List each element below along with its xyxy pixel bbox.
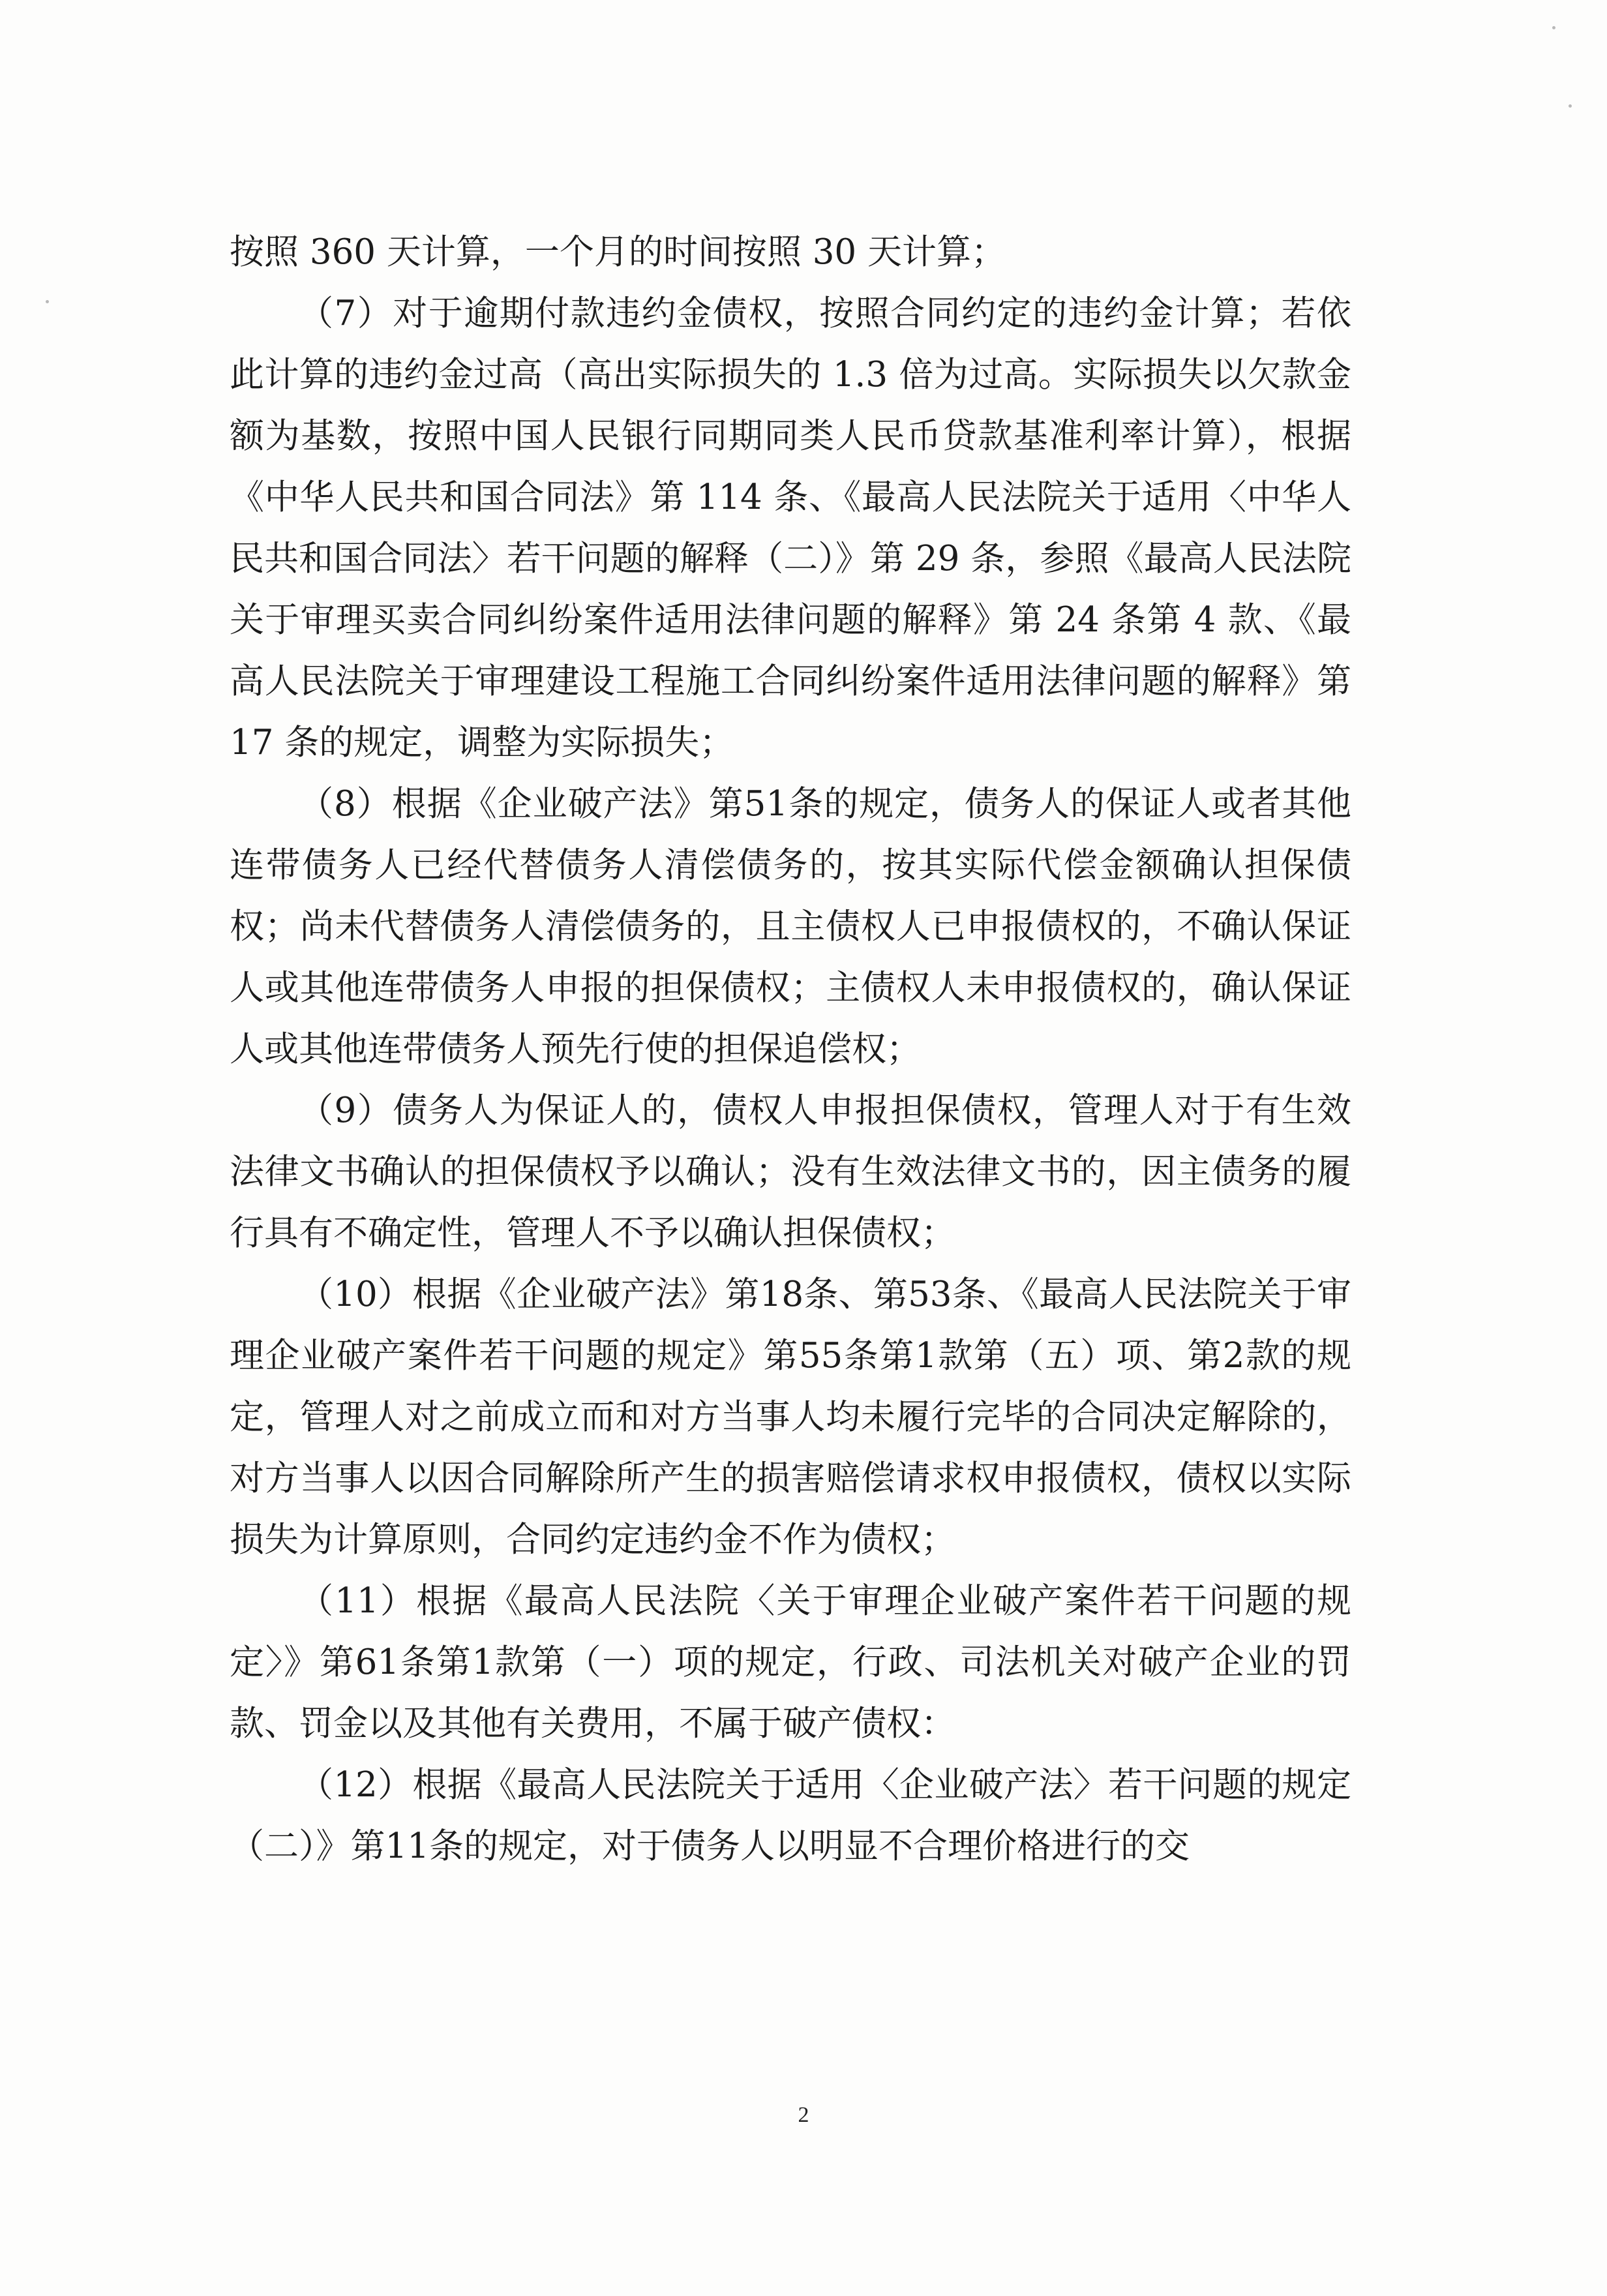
paragraph-item-12: （12）根据《最高人民法院关于适用〈企业破产法〉若干问题的规定（二）》第11条的规定，对于债务人以明显不合理价格进行的交 xyxy=(230,1765,1351,1866)
page-number: 2 xyxy=(798,2103,809,2127)
paragraph-continuation: 按照 360 天计算，一个月的时间按照 30 天计算； xyxy=(230,232,1006,272)
document-body xyxy=(230,222,1351,1877)
paragraph-item-11: （11）根据《最高人民法院〈关于审理企业破产案件若干问题的规定〉》第61条第1款第（一）项的规定，行政、司法机关对破产企业的罚款、罚金以及其他有关费用，不属于破产债权： xyxy=(230,1581,1351,1744)
paragraph-item-8: （8）根据《企业破产法》第51条的规定，债务人的保证人或者其他连带债务人已经代替债务人清偿债务的，按其实际代偿金额确认担保债权；尚未代替债务人清偿债务的，且主债权人已申报债权的，不确认保证人或其他连带债务人申报的担保债权；主债权人未申报债权的，确认保证人或其他连带债务人预先行使的担保追偿权； xyxy=(230,784,1351,1069)
paragraph-item-9: （9）债务人为保证人的，债权人申报担保债权，管理人对于有生效法律文书确认的担保债权予以确认；没有生效法律文书的，因主债务的履行具有不确定性，管理人不予以确认担保债权； xyxy=(230,1091,1351,1253)
scan-speck xyxy=(46,300,49,303)
scan-speck xyxy=(1569,104,1572,108)
paragraph-item-7: （7）对于逾期付款违约金债权，按照合同约定的违约金计算；若依此计算的违约金过高（高出实际损失的 1.3 倍为过高。实际损失以欠款金额为基数，按照中国人民银行同期同类人民币贷款基准利率计算），根据《中华人民共和国合同法》第 114 条、《最高人民法院关于适用〈中华人民共和国合同法〉若干问题的解释（二）》第 29 条，参照《最高人民法院关于审理买卖合同纠纷案件适用法律问题的解释》第 24 条第 4 款、《最高人民法院关于审理建设工程施工合同纠纷案件适用法律问题的解释》第 17 条的规定，调整为实际损失； xyxy=(230,294,1351,763)
scan-speck xyxy=(1552,26,1555,29)
paragraph-item-10: （10）根据《企业破产法》第18条、第53条、《最高人民法院关于审理企业破产案件若干问题的规定》第55条第1款第（五）项、第2款的规定，管理人对之前成立而和对方当事人均未履行完毕的合同决定解除的，对方当事人以因合同解除所产生的损害赔偿请求权申报债权，债权以实际损失为计算原则，合同约定违约金不作为债权； xyxy=(230,1275,1351,1560)
